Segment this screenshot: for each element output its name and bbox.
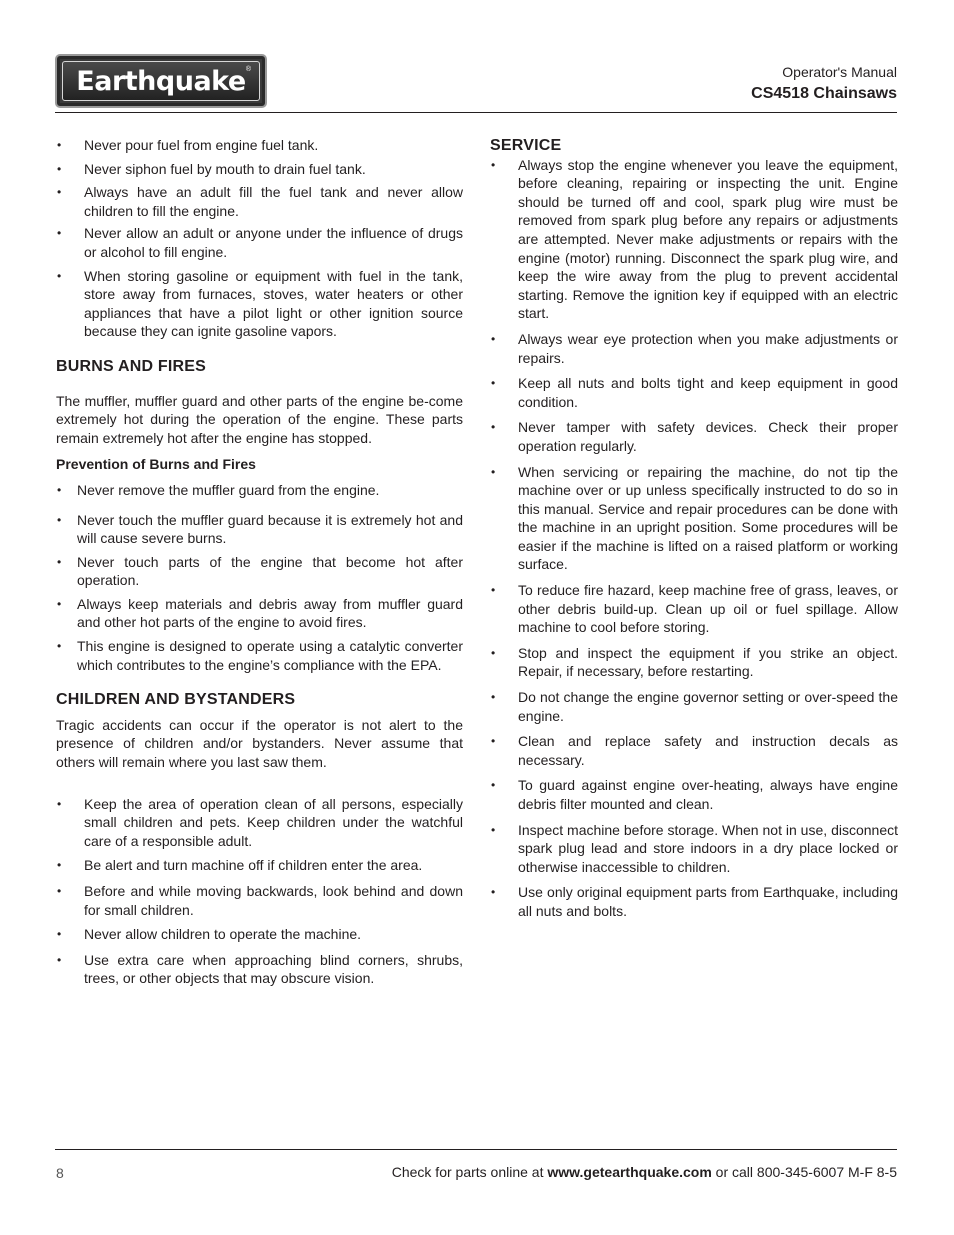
burns-paragraph: The muffler, muffler guard and other parts of the engine be-come extremely hot during the operation of the engine. These parts remain extremely hot after the engine has stopped. xyxy=(56,392,463,446)
footer-text xyxy=(392,1164,897,1180)
list-item: • Clean and replace safety and instruction decals as necessary. xyxy=(490,732,898,769)
list-item: • Never remove the muffler guard from the engine. xyxy=(56,481,463,500)
list-item: • Do not change the engine governor setting or over-speed the engine. xyxy=(490,688,898,725)
footer-prefix: Check for parts online at xyxy=(391,1164,548,1180)
prevention-heading: Prevention of Burns and Fires xyxy=(56,456,256,473)
list-item: • Always keep materials and debris away from muffler guard and other hot parts of the engine to avoid fires. xyxy=(56,595,463,632)
list-item: • When storing gasoline or equipment with fuel in the tank, store away from furnaces, stoves, water heaters or other appliances that have a pilot light or other ignition source because they can ignite gasoline vapors. xyxy=(56,267,463,341)
list-item: • Stop and inspect the equipment if you strike an object. Repair, if necessary, before restarting. xyxy=(490,644,898,681)
list-item: • Use extra care when approaching blind corners, shrubs, trees, or other objects that may obscure vision. xyxy=(56,951,463,988)
website-link[interactable]: www.getearthquake.com xyxy=(547,1164,712,1180)
right-column xyxy=(490,137,898,921)
service-list xyxy=(490,156,898,921)
document-type: Operator's Manual xyxy=(782,64,897,80)
list-item: • Keep the area of operation clean of all persons, especially small children and pets. Keep children under the watchful care of a responsible adult. xyxy=(56,795,463,851)
list-item: • Inspect machine before storage. When not in use, disconnect spark plug lead and store indoors in a dry place locked or otherwise inaccessible to children. xyxy=(490,821,898,877)
list-item: • Be alert and turn machine off if children enter the area. xyxy=(56,856,463,875)
list-item: • When servicing or repairing the machine, do not tip the machine over or up unless specifically instructed to do so in this manual. Service and repair procedures can be done with the machine in an upright position. Some procedures will be easier if the machine is lifted on a raised platform or working surface. xyxy=(490,463,898,575)
list-item: • Always have an adult fill the fuel tank and never allow children to fill the engine. xyxy=(56,183,463,220)
list-item: • Never touch the muffler guard because it is extremely hot and will cause severe burns. xyxy=(56,511,463,548)
list-item: • To reduce fire hazard, keep machine free of grass, leaves, or other debris build-up. Clean up oil or fuel spillage. Allow machine to cool before storing. xyxy=(490,581,898,637)
burns-list xyxy=(56,481,463,674)
list-item: • Never allow children to operate the machine. xyxy=(56,925,463,944)
footer-suffix: or call 800-345-6007 M-F 8-5 xyxy=(711,1164,897,1180)
list-item: • Never pour fuel from engine fuel tank. xyxy=(56,136,463,155)
page-number: 8 xyxy=(56,1165,64,1181)
header-divider xyxy=(55,112,897,113)
fuel-safety-list xyxy=(56,136,463,341)
earthquake-logo xyxy=(55,54,267,108)
logo-plate xyxy=(62,61,260,101)
list-item: • Use only original equipment parts from Earthquake, including all nuts and bolts. xyxy=(490,883,898,920)
burns-heading: BURNS AND FIRES xyxy=(56,357,206,375)
list-item: • Never siphon fuel by mouth to drain fuel tank. xyxy=(56,160,463,179)
list-item: • Never allow an adult or anyone under the influence of drugs or alcohol to fill engine. xyxy=(56,224,463,261)
list-item: • Keep all nuts and bolts tight and keep equipment in good condition. xyxy=(490,374,898,411)
footer-divider xyxy=(55,1149,897,1150)
list-item: • Before and while moving backwards, look behind and down for small children. xyxy=(56,882,463,919)
list-item: • To guard against engine over-heating, always have engine debris filter mounted and clean. xyxy=(490,776,898,813)
children-paragraph: Tragic accidents can occur if the operator is not alert to the presence of children and/or bystanders. Never assume that others will remain where you last saw them. xyxy=(56,716,463,771)
service-heading: SERVICE xyxy=(490,137,562,154)
children-heading: CHILDREN AND BYSTANDERS xyxy=(56,691,296,709)
list-item: • Always wear eye protection when you make adjustments or repairs. xyxy=(490,330,898,367)
model-title: CS4518 Chainsaws xyxy=(751,85,897,102)
list-item: • Always stop the engine whenever you leave the equipment, before cleaning, repairing or inspecting the unit. Engine should be turned off and cool, spark plug wire must be removed from spark plug before any repairs or adjustments are attempted. Never make adjustments or repairs with the engine (motor) running. Disconnect the spark plug wire, and keep the wire away from the plug to prevent accidental starting. Remove the ignition key if equipped with an electric start. xyxy=(490,156,898,323)
list-item: • This engine is designed to operate using a catalytic converter which contributes to the engine’s compliance with the EPA. xyxy=(56,637,463,674)
logo-text: Earthquake xyxy=(76,66,246,97)
left-column xyxy=(56,136,463,988)
registered-mark: ® xyxy=(245,66,251,73)
list-item: • Never tamper with safety devices. Check their proper operation regularly. xyxy=(490,418,898,455)
list-item: • Never touch parts of the engine that become hot after operation. xyxy=(56,553,463,590)
children-list xyxy=(56,795,463,988)
